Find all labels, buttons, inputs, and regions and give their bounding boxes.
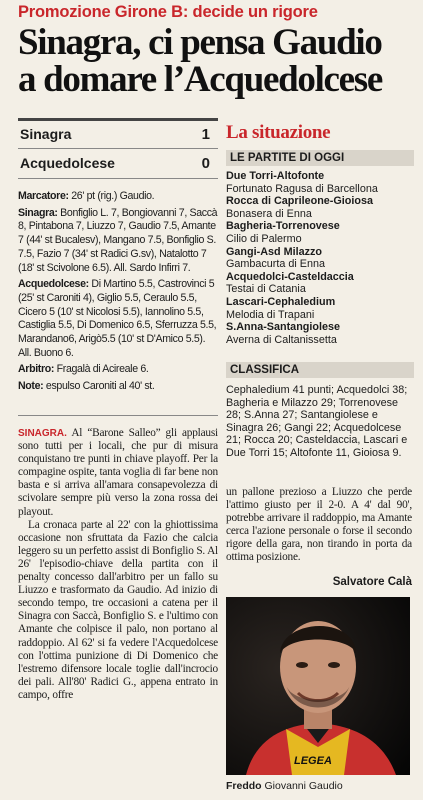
match-referee: Gambacurta di Enna [226,258,326,271]
score-goals-away: 0 [201,155,210,172]
article-paragraph-1-text: Al “Barone Salleo” gli applausi sono tutti per i locali, che pur di misura conquistano tre punti in chiave playoff. Per la compagine ospite, tanta voglia di far bene non basta e si arriva all'amara consapevolezza di scivolare sempre più verso la zona rossa dei playout. [18,427,218,518]
match-teams: Gangi-Asd Milazzo [226,245,322,258]
match-teams: Lascari-Cephaledium [226,295,336,308]
headline-line-2: a domare l’Acquedolcese [18,59,383,100]
match-referee: Averna di Caltanissetta [226,333,337,346]
caption-bold: Freddo [226,780,262,792]
player-photo [226,597,410,775]
matches-header: LE PARTITE DI OGGI [226,150,414,166]
match-teams: Bagheria-Torrenovese [226,220,340,233]
match-item [226,271,414,296]
match-referee: Testai di Catania [226,283,306,296]
score-row-away [18,155,218,173]
article-dateline: SINAGRA. [18,428,67,439]
shirt-brand: LEGEA [294,755,332,767]
match-teams: S.Anna-Santangiolese [226,321,340,334]
matches-list [226,170,414,346]
caption-text: Giovanni Gaudio [261,780,343,792]
score-goals-home: 1 [201,126,210,143]
match-item [226,296,414,321]
match-item [226,246,414,271]
classifica-text: Cephaledium 41 punti; Acquedolci 38; Bagheria e Milazzo 29; Torrenovese 28; S.Anna 27; Santangiolese e Sinagra 26; Gangi 22; Acquedolcese 21; Rocca 20; Casteldaccia, Lascari e Due Torri 15; Altofonte 11, Gioiosa 9. [226,384,408,459]
score-rule-top [18,118,218,121]
lineup-arbitro-text: Fragalà di Acireale 6. [54,363,149,376]
lineup-acquedolcese [18,278,218,360]
lineup-sinagra [18,207,218,276]
lineup-box [18,190,218,397]
article-author: Salvatore Calà [332,576,412,588]
article-column-1 [18,427,218,702]
kicker: Promozione Girone B: decide un rigore [18,3,318,21]
lineup-note-text: espulso Caroniti al 40' st. [43,380,155,393]
lineup-marcatore [18,190,218,204]
article-paragraph-3: un pallone prezioso a Liuzzo che perde l'attimo giusto per il 2-0. A 4' dal 90', potrebbe arrivare il raddoppio, ma Amante cerca l'azione personale o forse il secondo rigore della gara, non tirando in porta da ottima posizione. [226,486,412,564]
lineup-marcatore-text: 26' pt (rig.) Gaudio. [68,190,155,202]
headline [18,24,418,98]
article-paragraph-1 [18,427,218,519]
headline-line-1: Sinagra, ci pensa Gaudio [18,22,382,63]
match-item [226,195,414,220]
classifica-header: CLASSIFICA [226,362,414,378]
score-row-home [18,126,218,144]
lineup-rule-bottom [18,415,218,416]
photo-caption [226,780,343,792]
article-column-2 [226,486,412,565]
score-team-away: Acquedolcese [20,155,115,171]
player-photo-illustration [226,597,410,775]
match-item [226,321,414,346]
score-rule-middle [18,148,218,149]
match-item [226,170,414,195]
score-rule-bottom [18,178,218,179]
lineup-sinagra-text: Bonfiglio L. 7, Bongiovanni 7, Saccà 8, Pintabona 7, Liuzzo 7, Gaudio 7.5, Amante 7 (44' st Bucalesv), Mangano 7.5, Bonfiglio S. 7.5, Fazio 7 (34' st Radici G.sv), Natalotto 7 (18' st Scivolone 6.5). All. Sardo Infirri 7. [18,206,218,274]
lineup-marcatore-label: Marcatore: [18,190,69,202]
match-referee: Fortunato Ragusa di Barcellona [226,182,378,195]
match-teams: Rocca di Caprileone-Gioiosa [226,195,373,208]
lineup-arbitro [18,363,218,377]
match-item [226,220,414,245]
lineup-note [18,380,218,394]
article-paragraph-2: La cronaca parte al 22' con la ghiottissima occasione non sfruttata da Fazio che calcia leggero su un perfetto assist di Bonfiglio S. Al 26' l'episodio-chiave della partita con il penalty concesso dall'arbitro per un fallo su Liuzzo e trasformato da Gaudio. Ad inizio di secondo tempo, tre occasioni a catena per il Sinagra con Saccà, Bonfiglio S. e l'ultimo con Amante che colpisce il palo, non portano al raddoppio. Al 62' si fa vedere l'Acquedolcese con l'ottima punizione di Di Domenico che l'estremo difensore locale toglie dall'incrocio dei pali. All'80' Radici G., appena entrato in campo, offre [18,518,218,701]
lineup-acquedolcese-text: Di Martino 5.5, Castrovinci 5 (25' st Caroniti 4), Giglio 5.5, Ceraulo 5.5, Cicero 5 (10' st Nicolosi 5.5), Iannolino 5.5, Castiglia 5.5, Di Domenico 6.5, Sferruzza 5.5, Marandano6, Arigò5.5 (10' st D'Amico 5.5). All. Buono 6. [18,278,217,359]
lineup-sinagra-label: Sinagra: [18,206,58,219]
match-teams: Acquedolci-Casteldaccia [226,270,354,283]
match-referee: Bonasera di Enna [226,207,312,220]
match-referee: Melodia di Trapani [226,308,315,321]
sidebar-title: La situazione [226,122,331,143]
match-teams: Due Torri-Altofonte [226,170,325,182]
lineup-acquedolcese-label: Acquedolcese: [18,278,89,291]
lineup-note-label: Note: [18,380,44,393]
score-team-home: Sinagra [20,126,72,142]
lineup-arbitro-label: Arbitro: [18,363,55,376]
match-referee: Cilio di Palermo [226,232,302,245]
